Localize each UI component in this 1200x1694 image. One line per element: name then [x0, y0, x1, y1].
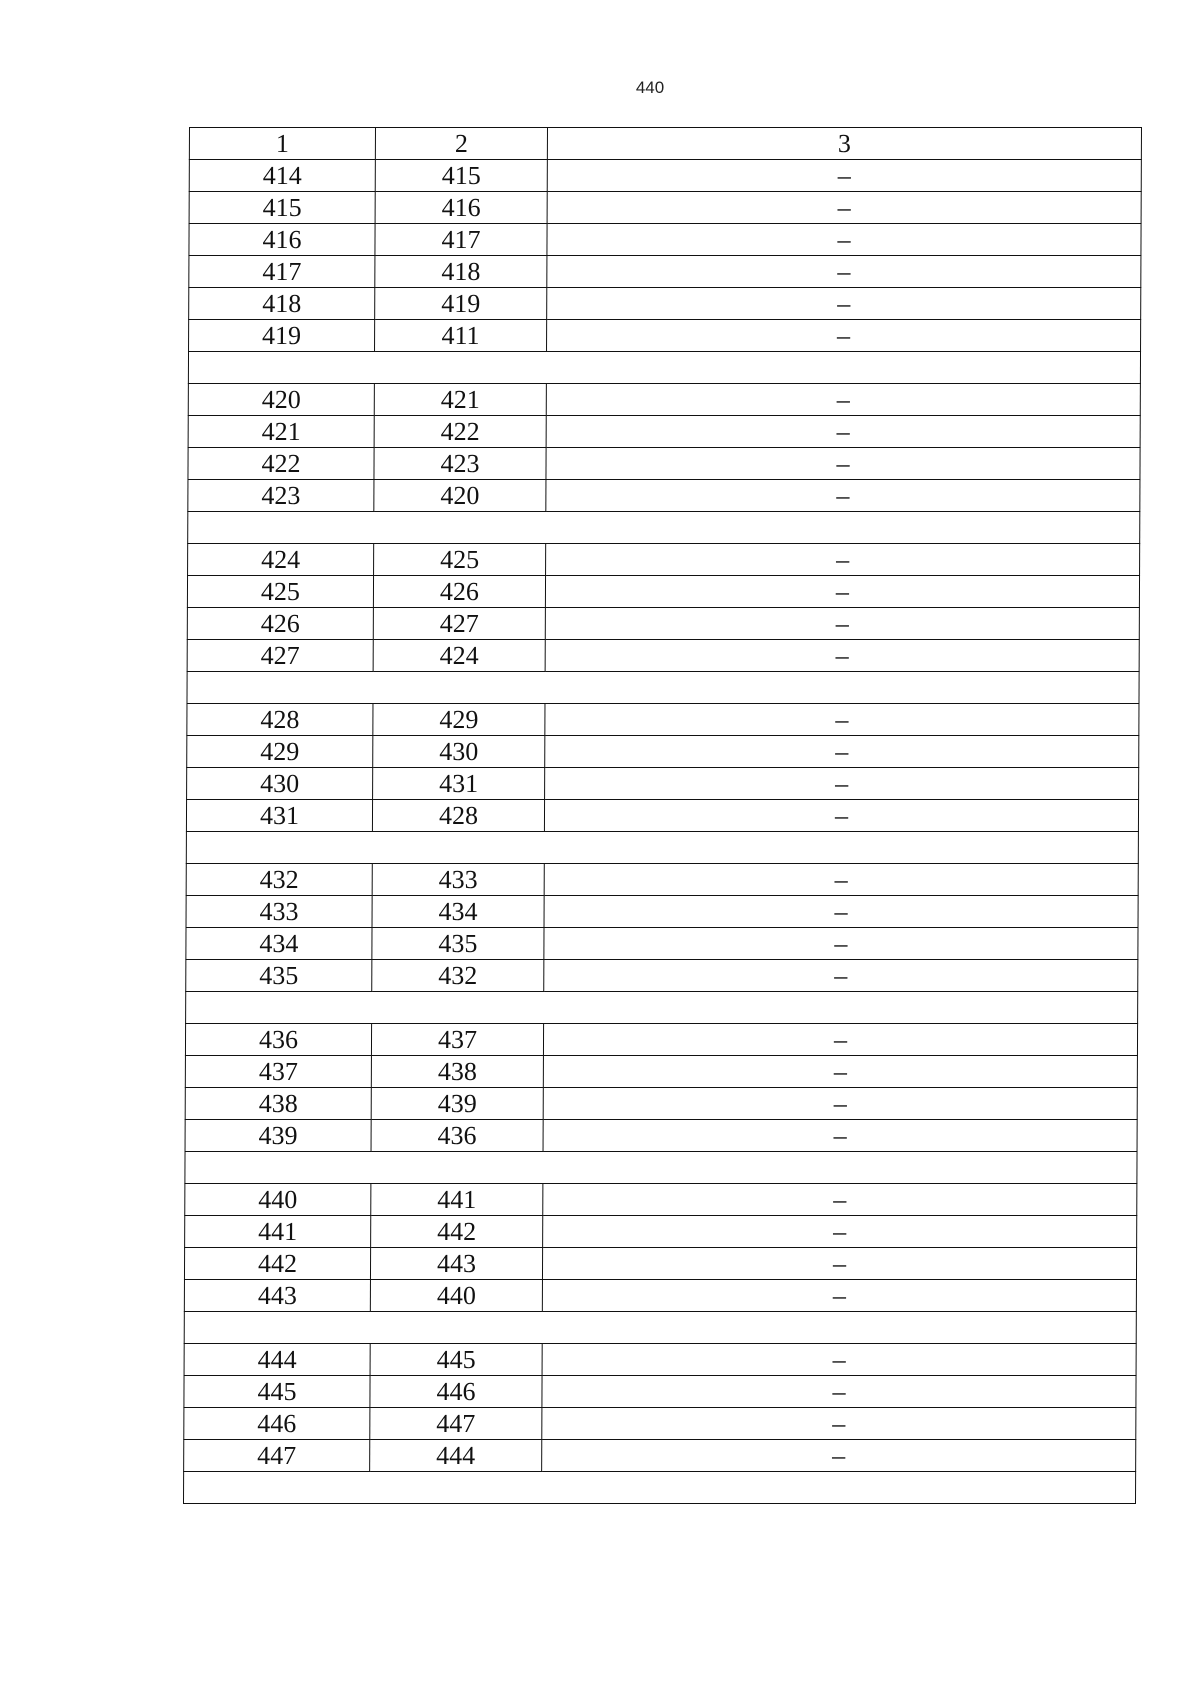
table-row	[187, 608, 1139, 640]
table-cell-col2: 421	[374, 384, 546, 416]
table-row	[189, 256, 1141, 288]
table-cell-col1: 417	[189, 256, 375, 288]
group-separator-row	[183, 1472, 1135, 1504]
table-cell-col3: –	[545, 736, 1139, 768]
table-cell-col1: 447	[184, 1440, 370, 1472]
table-cell-col2: 433	[372, 864, 544, 896]
table-cell-col3: –	[542, 1280, 1136, 1312]
table-cell-col1: 446	[184, 1408, 370, 1440]
group-separator-row	[188, 512, 1140, 544]
table-row	[189, 160, 1141, 192]
table-cell-col1: 445	[184, 1376, 370, 1408]
table-row	[185, 1088, 1137, 1120]
table-cell-col1: 427	[187, 640, 373, 672]
table-row	[187, 736, 1139, 768]
table-cell-col1: 428	[187, 704, 373, 736]
table-cell-col3: –	[547, 192, 1141, 224]
table-cell-col3: –	[542, 1408, 1136, 1440]
table-cell-col1: 414	[189, 160, 375, 192]
table-row	[186, 928, 1138, 960]
table-cell-col1: 421	[188, 416, 374, 448]
table-cell-col1: 415	[189, 192, 375, 224]
table-cell-col2: 428	[372, 800, 544, 832]
table-row	[188, 480, 1140, 512]
table-cell-col2: 434	[372, 896, 544, 928]
table-cell-col3: –	[544, 928, 1138, 960]
table-cell-col3: –	[546, 448, 1140, 480]
table-cell-col3: –	[547, 224, 1141, 256]
table-row	[185, 1216, 1137, 1248]
table-cell-col1: 424	[188, 544, 374, 576]
table-cell-col2: 436	[371, 1120, 543, 1152]
table-cell-col3: –	[542, 1248, 1136, 1280]
table-cell-col2: 429	[373, 704, 545, 736]
table-cell-col1: 429	[187, 736, 373, 768]
table-cell-col3: –	[547, 288, 1141, 320]
table-row	[187, 576, 1139, 608]
table-cell-col1: 423	[188, 480, 374, 512]
table-cell-col1: 444	[184, 1344, 370, 1376]
table-cell-col2: 447	[370, 1408, 542, 1440]
table-row	[187, 640, 1139, 672]
table-cell-col1: 442	[184, 1248, 370, 1280]
table-cell-col3: –	[545, 704, 1139, 736]
table-row	[186, 864, 1138, 896]
table-cell-col3: –	[546, 480, 1140, 512]
table-cell-col2: 420	[374, 480, 546, 512]
table-cell-col1: 433	[186, 896, 372, 928]
table-cell-col2: 432	[372, 960, 544, 992]
group-separator-cell	[186, 992, 1138, 1024]
header-row	[189, 128, 1141, 160]
table-cell-col3: –	[547, 320, 1141, 352]
table-cell-col1: 425	[187, 576, 373, 608]
table-cell-col3: –	[544, 800, 1138, 832]
table-row	[186, 800, 1138, 832]
table-cell-col3: –	[546, 544, 1140, 576]
table-cell-col2: 444	[370, 1440, 542, 1472]
table-cell-col2: 437	[371, 1024, 543, 1056]
data-table	[183, 127, 1142, 1504]
group-separator-cell	[183, 1472, 1135, 1504]
table-cell-col1: 418	[189, 288, 375, 320]
table-row	[189, 192, 1141, 224]
group-separator-row	[188, 352, 1140, 384]
table-cell-col2: 415	[375, 160, 547, 192]
table-cell-col3: –	[544, 896, 1138, 928]
table-cell-col3: –	[543, 1056, 1137, 1088]
table-row	[185, 1184, 1137, 1216]
page-number: 440	[635, 78, 665, 97]
table-body	[183, 128, 1141, 1504]
table-cell-col1: 420	[188, 384, 374, 416]
column-header-2: 2	[375, 128, 547, 160]
table-cell-col2: 439	[371, 1088, 543, 1120]
table-cell-col1: 422	[188, 448, 374, 480]
table-row	[188, 448, 1140, 480]
table-cell-col3: –	[546, 384, 1140, 416]
table-cell-col1: 426	[187, 608, 373, 640]
group-separator-row	[185, 1152, 1137, 1184]
column-header-1: 1	[189, 128, 375, 160]
table-cell-col2: 446	[370, 1376, 542, 1408]
table-row	[186, 960, 1138, 992]
table-row	[189, 224, 1141, 256]
table-cell-col3: –	[545, 640, 1139, 672]
table-cell-col1: 416	[189, 224, 375, 256]
table-row	[187, 704, 1139, 736]
table-cell-col2: 440	[370, 1280, 542, 1312]
table-cell-col2: 418	[375, 256, 547, 288]
table-cell-col1: 443	[184, 1280, 370, 1312]
group-separator-row	[187, 672, 1139, 704]
group-separator-row	[186, 992, 1138, 1024]
table-cell-col3: –	[544, 864, 1138, 896]
table-cell-col2: 422	[374, 416, 546, 448]
table-cell-col1: 438	[185, 1088, 371, 1120]
table-row	[187, 768, 1139, 800]
table-row	[184, 1280, 1136, 1312]
table-cell-col2: 417	[375, 224, 547, 256]
table-cell-col3: –	[543, 1024, 1137, 1056]
table-cell-col1: 434	[186, 928, 372, 960]
table-cell-col3: –	[547, 160, 1141, 192]
table-cell-col3: –	[545, 608, 1139, 640]
table-cell-col1: 439	[185, 1120, 371, 1152]
table-cell-col2: 427	[373, 608, 545, 640]
table-cell-col1: 432	[186, 864, 372, 896]
table-row	[189, 320, 1141, 352]
table-cell-col3: –	[547, 256, 1141, 288]
group-separator-cell	[188, 352, 1140, 384]
table-cell-col3: –	[543, 1088, 1137, 1120]
table-cell-col1: 419	[189, 320, 375, 352]
table-cell-col3: –	[542, 1376, 1136, 1408]
table-cell-col2: 411	[375, 320, 547, 352]
group-separator-cell	[187, 672, 1139, 704]
table-cell-col2: 443	[370, 1248, 542, 1280]
table-cell-col2: 435	[372, 928, 544, 960]
table-cell-col2: 426	[373, 576, 545, 608]
table-cell-col2: 419	[375, 288, 547, 320]
group-separator-cell	[184, 1312, 1136, 1344]
table-cell-col3: –	[544, 960, 1138, 992]
table-cell-col3: –	[543, 1120, 1137, 1152]
table-cell-col2: 441	[371, 1184, 543, 1216]
table-row	[184, 1344, 1136, 1376]
table-cell-col1: 431	[186, 800, 372, 832]
table-cell-col1: 435	[186, 960, 372, 992]
group-separator-row	[184, 1312, 1136, 1344]
group-separator-row	[186, 832, 1138, 864]
table-row	[184, 1376, 1136, 1408]
table-row	[189, 288, 1141, 320]
table-row	[186, 896, 1138, 928]
column-header-3: 3	[547, 128, 1141, 160]
table-cell-col2: 424	[373, 640, 545, 672]
table-cell-col2: 416	[375, 192, 547, 224]
table-row	[188, 384, 1140, 416]
table-cell-col2: 431	[373, 768, 545, 800]
table-cell-col2: 442	[371, 1216, 543, 1248]
table-row	[185, 1024, 1137, 1056]
table-cell-col2: 438	[371, 1056, 543, 1088]
table-cell-col3: –	[546, 416, 1140, 448]
table-cell-col3: –	[543, 1184, 1137, 1216]
table-cell-col1: 430	[187, 768, 373, 800]
table-row	[188, 544, 1140, 576]
table-row	[188, 416, 1140, 448]
table-cell-col3: –	[542, 1344, 1136, 1376]
table-cell-col1: 441	[185, 1216, 371, 1248]
group-separator-cell	[188, 512, 1140, 544]
group-separator-cell	[185, 1152, 1137, 1184]
table-cell-col3: –	[545, 576, 1139, 608]
table-cell-col2: 423	[374, 448, 546, 480]
table-row	[184, 1248, 1136, 1280]
table-cell-col3: –	[543, 1216, 1137, 1248]
table-row	[184, 1440, 1136, 1472]
table-row	[185, 1120, 1137, 1152]
table-row	[185, 1056, 1137, 1088]
table-cell-col1: 436	[185, 1024, 371, 1056]
table-cell-col1: 437	[185, 1056, 371, 1088]
table-cell-col3: –	[545, 768, 1139, 800]
table-cell-col2: 430	[373, 736, 545, 768]
table-cell-col1: 440	[185, 1184, 371, 1216]
table-cell-col2: 425	[374, 544, 546, 576]
group-separator-cell	[186, 832, 1138, 864]
table-cell-col3: –	[542, 1440, 1136, 1472]
table-cell-col2: 445	[370, 1344, 542, 1376]
table-row	[184, 1408, 1136, 1440]
